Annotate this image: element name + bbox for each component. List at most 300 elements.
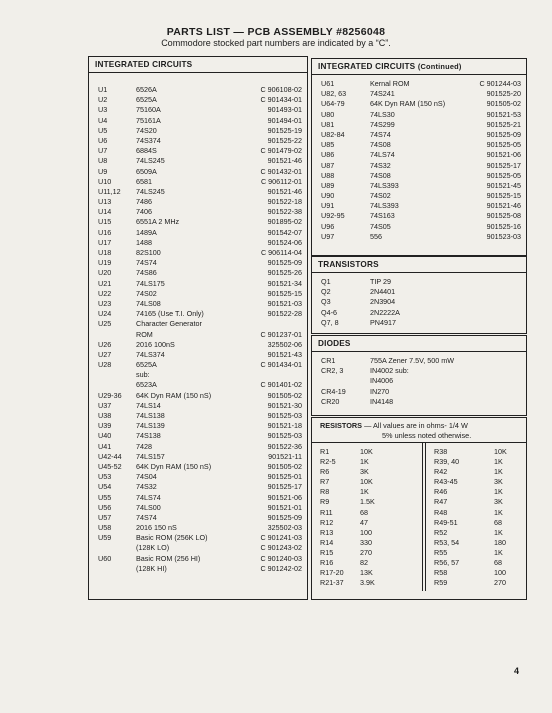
- part-description: 74LS393: [370, 180, 399, 190]
- resistor-value: 270: [494, 578, 506, 588]
- ref-designator: U45-52: [98, 461, 122, 471]
- resistor-ref: R43-45: [434, 477, 458, 487]
- part-row: [89, 238, 307, 248]
- ref-designator: U54: [98, 482, 112, 492]
- ref-designator: Q3: [321, 297, 331, 307]
- part-description: (128K LO): [136, 543, 170, 553]
- resistor-value: 1K: [494, 467, 503, 477]
- part-number: 901505-02: [267, 461, 302, 471]
- resistor-value: 1K: [494, 507, 503, 517]
- resistor-row: [312, 518, 420, 528]
- ic-right-section: [311, 58, 527, 256]
- part-row: [89, 564, 307, 574]
- part-description: 1489A: [136, 227, 157, 237]
- part-description: 2N2222A: [370, 307, 400, 317]
- part-number: C 906108-02: [260, 85, 302, 94]
- part-row: [89, 319, 307, 329]
- resistor-row: [312, 457, 420, 467]
- part-number: 901522-38: [267, 207, 302, 217]
- ref-designator: Q4-6: [321, 307, 337, 317]
- part-row: [89, 217, 307, 227]
- resistor-ref: R7: [320, 477, 330, 487]
- page-title: PARTS LIST — PCB ASSEMBLY #8256048: [166, 26, 386, 38]
- part-row: [312, 356, 526, 366]
- part-number: 901494-01: [267, 115, 302, 125]
- ref-designator: U27: [98, 349, 112, 359]
- part-description: Kernal ROM: [370, 79, 410, 88]
- part-row: [312, 110, 526, 120]
- part-description: 74LS30: [370, 109, 395, 119]
- part-row: [89, 462, 307, 472]
- part-row: [89, 340, 307, 350]
- transistors-heading: TRANSISTORS: [312, 257, 526, 273]
- resistor-ref: R9: [320, 497, 330, 507]
- part-description: 74S32: [136, 482, 157, 492]
- part-row: [89, 126, 307, 136]
- resistor-value: 1K: [360, 457, 369, 467]
- resistor-value: 180: [494, 537, 506, 547]
- part-description: 74S74: [136, 512, 157, 522]
- part-number: 901525-21: [486, 119, 521, 129]
- transistors-list: [312, 273, 526, 328]
- part-number: C 901242-02: [260, 563, 302, 573]
- part-description: 7428: [136, 441, 152, 451]
- resistor-value: 1K: [494, 457, 503, 467]
- ic-left-list: [89, 73, 307, 574]
- ref-designator: U7: [98, 146, 108, 156]
- part-row: [89, 116, 307, 126]
- resistor-value: 3K: [494, 477, 503, 487]
- resistor-value: 100: [494, 568, 506, 578]
- part-row: [89, 167, 307, 177]
- part-number: 901524-06: [267, 237, 302, 247]
- ref-designator: U85: [321, 140, 335, 150]
- part-number: C 906112-01: [260, 176, 302, 186]
- ref-designator: CR1: [321, 356, 336, 365]
- part-row: [89, 543, 307, 553]
- part-description: 74S138: [136, 431, 161, 441]
- part-row: [89, 523, 307, 533]
- ref-designator: U5: [98, 125, 108, 135]
- part-row: [312, 161, 526, 171]
- part-row: [312, 211, 526, 221]
- resistor-ref: R48: [434, 507, 448, 517]
- part-number: 901521-18: [267, 421, 302, 431]
- ref-designator: Q7, 8: [321, 317, 339, 327]
- ref-designator: U81: [321, 119, 335, 129]
- part-description: 74LS08: [136, 298, 161, 308]
- part-description: Basic ROM (256 HI): [136, 553, 201, 563]
- part-row: [89, 156, 307, 166]
- part-description: 75161A: [136, 115, 161, 125]
- part-description: 1488: [136, 237, 152, 247]
- resistor-value: 3K: [494, 497, 503, 507]
- ref-designator: U25: [98, 319, 112, 329]
- ref-designator: U88: [321, 170, 335, 180]
- part-row: [89, 513, 307, 523]
- ref-designator: U59: [98, 533, 112, 543]
- part-row: [89, 554, 307, 564]
- resistor-value: 1K: [494, 547, 503, 557]
- part-description: 74LS374: [136, 349, 165, 359]
- part-row: [89, 268, 307, 278]
- ref-designator: U80: [321, 109, 335, 119]
- ref-designator: U53: [98, 472, 112, 482]
- resistor-value: 1K: [360, 487, 369, 497]
- part-description: 2016 100nS: [136, 339, 175, 349]
- part-row: [312, 318, 526, 328]
- resistors-heading: RESISTORS: [320, 421, 363, 430]
- part-number: 901525-26: [267, 268, 302, 278]
- part-number: 901521-53: [486, 109, 521, 119]
- part-row: [89, 533, 307, 543]
- part-number: C 901432-01: [260, 166, 302, 176]
- resistor-ref: R58: [434, 568, 448, 578]
- ref-designator: U3: [98, 105, 108, 115]
- resistor-ref: R15: [320, 547, 334, 557]
- diodes-heading: DIODES: [312, 336, 526, 352]
- ref-designator: U89: [321, 180, 335, 190]
- part-description: 6525A: [136, 360, 157, 370]
- ref-designator: U21: [98, 278, 112, 288]
- part-number: C 901237-01: [260, 329, 302, 339]
- resistor-value: 68: [494, 558, 502, 568]
- part-number: C 901243-02: [260, 543, 302, 553]
- ref-designator: U22: [98, 288, 112, 298]
- ref-designator: U13: [98, 197, 112, 207]
- resistor-ref: R56, 57: [434, 558, 460, 568]
- resistor-row: [312, 508, 420, 518]
- ic-left-section: [88, 56, 308, 600]
- resistor-row: [426, 558, 526, 568]
- resistors-right-column: [426, 443, 526, 588]
- ref-designator: U40: [98, 431, 112, 441]
- part-description: IN4002 sub:: [370, 366, 409, 376]
- part-number: 325502-03: [267, 523, 302, 533]
- part-number: 901525-09: [486, 129, 521, 139]
- ref-designator: U9: [98, 166, 108, 176]
- ref-designator: U41: [98, 441, 112, 451]
- part-row: [89, 421, 307, 431]
- resistors-table: [312, 443, 526, 591]
- part-row: [89, 197, 307, 207]
- part-row: [89, 411, 307, 421]
- part-description: 74LS138: [136, 411, 165, 420]
- part-row: [89, 136, 307, 146]
- ref-designator: U97: [321, 231, 335, 241]
- ref-designator: U14: [98, 207, 112, 217]
- resistor-ref: R38: [434, 447, 448, 456]
- part-description: 74LS74: [136, 492, 161, 502]
- part-row: [312, 171, 526, 181]
- part-description: 74S02: [370, 191, 391, 201]
- ic-left-heading: INTEGRATED CIRCUITS: [89, 57, 307, 73]
- resistor-ref: R6: [320, 467, 330, 477]
- ref-designator: Q2: [321, 287, 331, 297]
- ref-designator: U55: [98, 492, 112, 502]
- part-row: [312, 397, 526, 407]
- resistors-note-line1: — All values are in ohms- 1/4 W: [364, 421, 468, 430]
- part-number: 901521-46: [267, 156, 302, 166]
- diodes-section: [311, 335, 527, 416]
- part-description: 74S241: [370, 89, 395, 99]
- part-description: 75160A: [136, 105, 161, 115]
- ref-designator: U90: [321, 191, 335, 201]
- part-row: [312, 308, 526, 318]
- resistor-value: 100: [360, 527, 372, 537]
- ref-designator: U28: [98, 360, 112, 370]
- part-description: 6884S: [136, 146, 157, 156]
- resistor-ref: R17-20: [320, 568, 344, 578]
- part-description: 74LS139: [136, 421, 165, 431]
- resistor-row: [312, 487, 420, 497]
- part-number: C 901401-02: [260, 380, 302, 390]
- ref-designator: U20: [98, 268, 112, 278]
- part-row: [89, 350, 307, 360]
- part-description: 74S74: [370, 129, 391, 139]
- ref-designator: U87: [321, 160, 335, 170]
- part-number: 901521-34: [267, 278, 302, 288]
- resistor-ref: R21-37: [320, 578, 344, 588]
- part-row: [89, 330, 307, 340]
- part-row: [312, 140, 526, 150]
- resistors-left-column: [312, 443, 420, 588]
- part-number: 901521-45: [486, 180, 521, 190]
- ref-designator: CR4-19: [321, 386, 346, 396]
- part-number: 901521-03: [267, 298, 302, 308]
- ref-designator: CR2, 3: [321, 366, 344, 376]
- part-description: 6525A: [136, 95, 157, 105]
- resistor-ref: R59: [434, 578, 448, 588]
- part-row: [312, 222, 526, 232]
- part-row: [312, 277, 526, 287]
- ref-designator: U15: [98, 217, 112, 227]
- resistor-value: 330: [360, 537, 372, 547]
- ref-designator: U60: [98, 553, 112, 563]
- part-number: C 901434-01: [260, 95, 302, 105]
- part-row: [312, 120, 526, 130]
- ref-designator: U86: [321, 150, 335, 160]
- part-row: [89, 95, 307, 105]
- part-row: [312, 79, 526, 89]
- part-description: 74LS245: [136, 186, 165, 196]
- part-description: IN270: [370, 386, 390, 396]
- resistor-row: [426, 477, 526, 487]
- resistor-row: [426, 538, 526, 548]
- part-number: 901521-06: [486, 150, 521, 160]
- resistor-ref: R14: [320, 537, 334, 547]
- part-description: 74LS393: [370, 201, 399, 211]
- part-row: [89, 187, 307, 197]
- resistor-row: [426, 528, 526, 538]
- part-row: [89, 370, 307, 380]
- part-row: [312, 366, 526, 376]
- part-number: C 901240-03: [260, 553, 302, 563]
- part-row: [89, 380, 307, 390]
- part-row: [89, 309, 307, 319]
- resistor-ref: R13: [320, 527, 334, 537]
- part-number: 901525-22: [267, 135, 302, 145]
- part-number: C 906114-04: [260, 248, 302, 257]
- part-description: 74S86: [136, 268, 157, 278]
- part-row: [89, 431, 307, 441]
- resistor-row: [426, 508, 526, 518]
- part-number: 901522-28: [267, 309, 302, 319]
- resistor-value: 1K: [494, 527, 503, 537]
- ref-designator: U82, 63: [321, 89, 347, 99]
- ref-designator: U1: [98, 85, 108, 94]
- ref-designator: U8: [98, 156, 108, 166]
- part-row: [89, 85, 307, 95]
- part-description: TIP 29: [370, 277, 392, 286]
- part-number: 901525-19: [267, 125, 302, 135]
- part-description: 556: [370, 231, 382, 241]
- part-number: 901521-46: [267, 186, 302, 196]
- part-number: 901521-43: [267, 349, 302, 359]
- part-number: 901525-20: [486, 89, 521, 99]
- part-row: [89, 279, 307, 289]
- part-number: 901525-05: [486, 170, 521, 180]
- resistor-ref: R53, 54: [434, 537, 460, 547]
- part-number: 901493-01: [267, 105, 302, 115]
- resistor-row: [312, 568, 420, 578]
- part-description: 74S74: [136, 258, 157, 268]
- resistor-row: [426, 447, 526, 457]
- part-number: 901525-05: [486, 140, 521, 150]
- ref-designator: U57: [98, 512, 112, 522]
- resistor-ref: R49-51: [434, 517, 458, 527]
- part-row: [89, 289, 307, 299]
- part-number: 901895-02: [267, 217, 302, 227]
- resistor-ref: R55: [434, 547, 448, 557]
- part-number: 901521-06: [267, 492, 302, 502]
- part-description: 74S20: [136, 125, 157, 135]
- resistor-row: [426, 487, 526, 497]
- ic-right-heading-row: [312, 59, 526, 75]
- part-description: 6581: [136, 176, 152, 186]
- part-description: 74S32: [370, 160, 391, 170]
- part-number: 901525-16: [486, 221, 521, 231]
- part-number: 901525-17: [486, 160, 521, 170]
- resistor-ref: R11: [320, 507, 333, 517]
- ref-designator: U96: [321, 221, 335, 231]
- ic-right-heading: INTEGRATED CIRCUITS: [318, 62, 416, 71]
- part-description: Basic ROM (256K LO): [136, 533, 208, 543]
- part-number: 901505-02: [486, 99, 521, 109]
- part-row: [89, 207, 307, 217]
- part-description: 7406: [136, 207, 152, 217]
- part-row: [312, 387, 526, 397]
- resistor-row: [426, 497, 526, 507]
- part-row: [89, 482, 307, 492]
- part-row: [89, 228, 307, 238]
- resistor-value: 1K: [494, 487, 503, 497]
- part-description: IN4006: [370, 376, 394, 386]
- part-row: [312, 191, 526, 201]
- ref-designator: U11,12: [98, 186, 121, 196]
- diodes-list: [312, 352, 526, 407]
- resistor-ref: R42: [434, 467, 448, 477]
- resistor-row: [426, 518, 526, 528]
- resistor-value: 10K: [360, 477, 373, 487]
- ref-designator: U4: [98, 115, 108, 125]
- ref-designator: CR20: [321, 396, 340, 406]
- part-row: [312, 201, 526, 211]
- part-description: 755A Zener 7.5V, 500 mW: [370, 356, 455, 365]
- part-row: [312, 376, 526, 386]
- ref-designator: U38: [98, 411, 112, 420]
- part-description: 64K Dyn RAM (150 nS): [370, 99, 446, 109]
- part-number: 325502-06: [267, 339, 302, 349]
- resistor-row: [426, 578, 526, 588]
- resistor-row: [426, 568, 526, 578]
- part-description: 74LS157: [136, 451, 165, 461]
- part-description: 74165 (Use T.I. Only): [136, 309, 204, 319]
- resistor-ref: R1: [320, 447, 330, 456]
- resistor-value: 10K: [494, 447, 507, 456]
- part-number: C 901434-01: [260, 360, 302, 370]
- part-description: 82S100: [136, 248, 161, 257]
- resistor-row: [312, 467, 420, 477]
- part-description: 6523A: [136, 380, 157, 390]
- part-number: 901542-07: [267, 227, 302, 237]
- ref-designator: U23: [98, 298, 112, 308]
- ref-designator: U42-44: [98, 451, 122, 461]
- part-row: [312, 99, 526, 109]
- part-description: Character Generator: [136, 319, 202, 329]
- part-number: 901525-09: [267, 258, 302, 268]
- part-description: 64K Dyn RAM (150 nS): [136, 461, 212, 471]
- ref-designator: Q1: [321, 277, 331, 286]
- resistor-ref: R47: [434, 497, 448, 507]
- part-description: 74S374: [136, 135, 161, 145]
- part-number: 901522-36: [267, 441, 302, 451]
- part-row: [312, 287, 526, 297]
- ref-designator: U17: [98, 237, 112, 247]
- ref-designator: U29-36: [98, 390, 122, 400]
- ref-designator: U10: [98, 176, 112, 186]
- part-description: 74S08: [370, 140, 391, 150]
- resistor-value: 3.9K: [360, 578, 375, 588]
- part-number: C 901241-03: [260, 533, 302, 543]
- part-number: 901525-09: [267, 512, 302, 522]
- part-number: 901525-01: [267, 472, 302, 482]
- ref-designator: U92-95: [321, 211, 345, 221]
- part-number: C 901244-03: [479, 79, 521, 88]
- part-description: 74S08: [370, 170, 391, 180]
- ref-designator: U39: [98, 421, 112, 431]
- part-number: 901525-08: [486, 211, 521, 221]
- resistors-heading-row: [312, 418, 526, 443]
- part-description: 6526A: [136, 85, 157, 94]
- part-description: 2016 150 nS: [136, 523, 177, 533]
- part-number: 901523-03: [486, 231, 521, 241]
- part-number: 901525-15: [267, 288, 302, 298]
- part-row: [89, 503, 307, 513]
- ref-designator: U16: [98, 227, 112, 237]
- part-row: [89, 360, 307, 370]
- part-row: [89, 452, 307, 462]
- part-number: 901525-17: [267, 482, 302, 492]
- ic-right-heading-sub: (Continued): [417, 62, 462, 71]
- resistor-value: 82: [360, 558, 368, 568]
- part-description: 74S163: [370, 211, 395, 221]
- resistor-value: 270: [360, 547, 372, 557]
- ref-designator: U2: [98, 95, 108, 105]
- resistor-ref: R2-5: [320, 457, 336, 467]
- part-row: [312, 181, 526, 191]
- part-description: 6551A 2 MHz: [136, 217, 180, 227]
